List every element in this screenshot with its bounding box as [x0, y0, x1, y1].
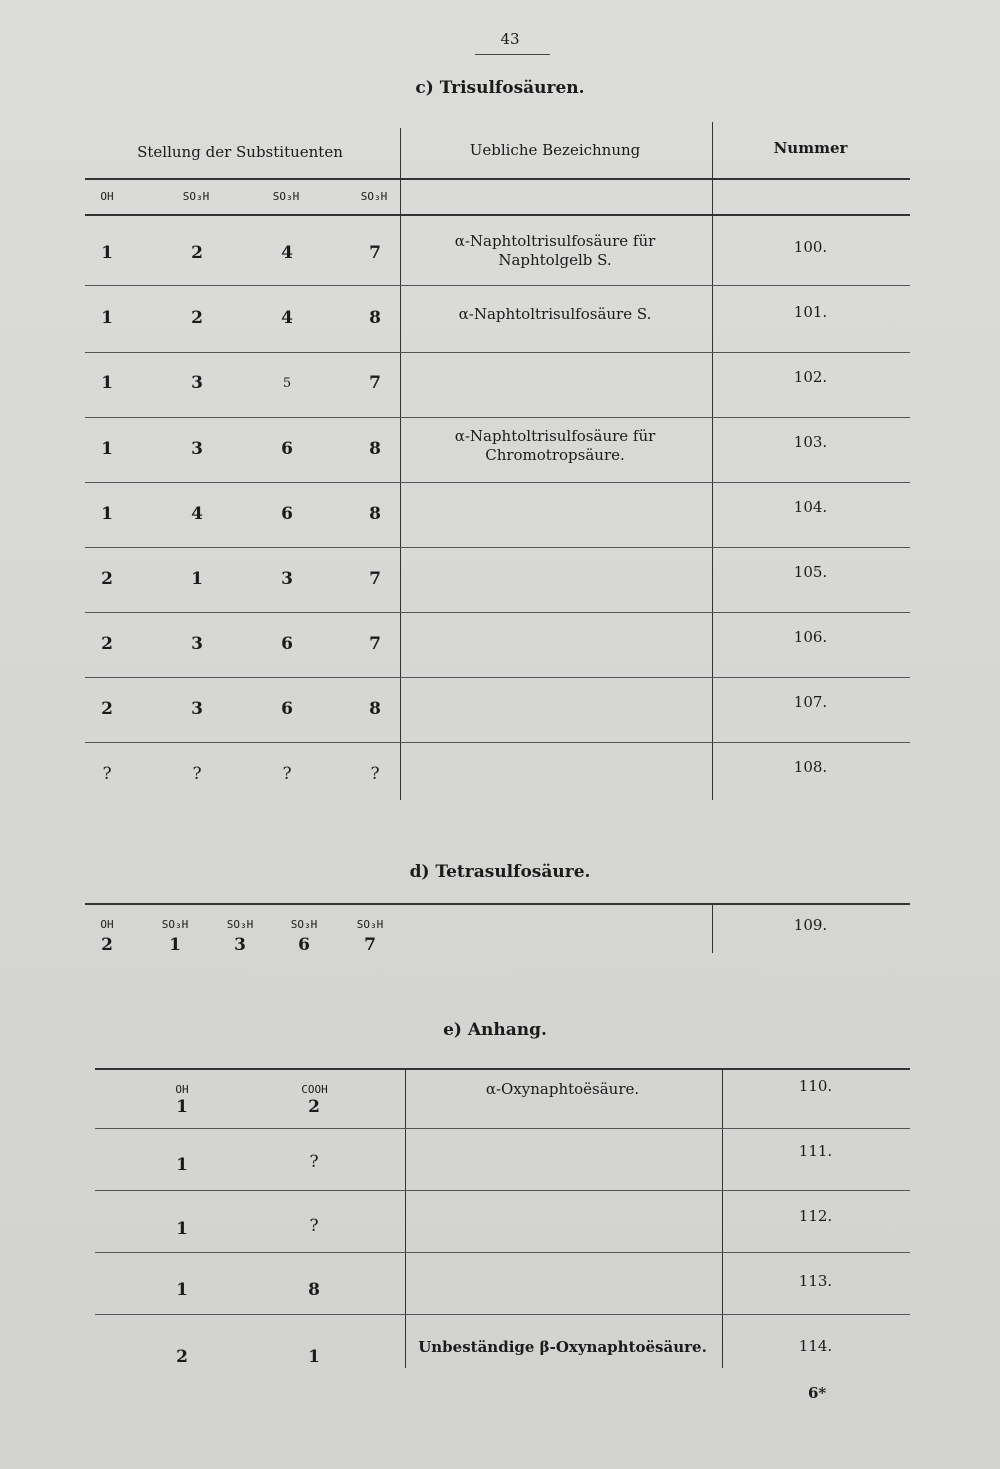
table-cell-pos: 5	[282, 376, 292, 391]
table-cell-pos: 8	[308, 1280, 320, 1300]
section-heading-trisulfo: c) Trisulfosäuren.	[415, 78, 585, 98]
table-cell-nummer: 113.	[798, 1272, 833, 1290]
table-cell-pos: 1	[101, 373, 113, 393]
table-cell-pos: 8	[369, 308, 381, 328]
row-separator	[85, 417, 910, 418]
table-cell-pos: 1	[176, 1155, 188, 1175]
table-cell-pos: ?	[309, 1216, 319, 1236]
row-separator	[85, 285, 910, 286]
table-cell-pos: 4	[281, 243, 293, 263]
section-heading-anhang: e) Anhang.	[443, 1020, 547, 1040]
table-cell-pos: 1	[101, 243, 113, 263]
subheader-cooh: COOH	[301, 1083, 328, 1096]
table-cell-pos: ?	[192, 764, 202, 784]
table-cell-pos: ?	[370, 764, 380, 784]
table-cell-pos: 1	[169, 935, 181, 955]
table-rule	[85, 214, 910, 216]
table-cell-pos: 3	[281, 569, 293, 589]
subheader-so3h: SO₃H	[360, 190, 388, 203]
subheader-oh: OH	[175, 1083, 189, 1096]
table-cell-pos: 1	[101, 439, 113, 459]
table-cell-pos: 6	[281, 699, 293, 719]
table-cell-pos: 8	[369, 439, 381, 459]
table-rule	[85, 178, 910, 180]
column-divider	[722, 1068, 723, 1368]
row-separator	[95, 1314, 910, 1315]
table-cell-nummer: 109.	[793, 916, 828, 934]
subheader-oh: OH	[100, 918, 114, 931]
table-cell-pos: 3	[234, 935, 246, 955]
column-divider	[712, 122, 713, 800]
subheader-so3h: SO₃H	[272, 190, 300, 203]
table-cell-pos: 6	[281, 504, 293, 524]
table-cell-nummer: 104.	[793, 498, 828, 516]
table-cell-name: α-Naphtoltrisulfosäure für Chromotropsäure.	[454, 427, 656, 464]
table-cell-pos: 3	[191, 439, 203, 459]
table-cell-pos: 1	[191, 569, 203, 589]
row-separator	[85, 547, 910, 548]
table-cell-nummer: 110.	[798, 1077, 833, 1095]
table-cell-name: Unbeständige β-Oxynaphtoësäure.	[418, 1338, 707, 1356]
table-cell-nummer: 106.	[793, 628, 828, 646]
table-cell-pos: 2	[101, 935, 113, 955]
column-header-bezeichnung: Uebliche Bezeichnung	[469, 141, 641, 159]
table-cell-nummer: 107.	[793, 693, 828, 711]
table-cell-pos: 1	[308, 1347, 320, 1367]
row-separator	[95, 1252, 910, 1253]
table-cell-pos: 7	[369, 569, 381, 589]
table-cell-pos: 1	[101, 504, 113, 524]
subheader-so3h: SO₃H	[356, 918, 384, 931]
subheader-oh: OH	[100, 190, 114, 203]
table-cell-nummer: 108.	[793, 758, 828, 776]
column-divider	[405, 1068, 406, 1368]
column-header-stellung: Stellung der Substituenten	[137, 143, 343, 161]
table-cell-pos: ?	[102, 764, 112, 784]
table-cell-nummer: 112.	[798, 1207, 833, 1225]
row-separator	[85, 482, 910, 483]
table-cell-pos: 8	[369, 504, 381, 524]
table-cell-pos: 4	[281, 308, 293, 328]
table-cell-nummer: 101.	[793, 303, 828, 321]
page-number-rule	[475, 54, 550, 55]
table-rule	[85, 903, 910, 905]
table-cell-nummer: 111.	[798, 1142, 833, 1160]
column-header-nummer: Nummer	[773, 139, 848, 157]
table-cell-pos: ?	[282, 764, 292, 784]
table-cell-name: α-Oxynaphtoësäure.	[485, 1080, 640, 1098]
table-cell-pos: 2	[101, 699, 113, 719]
subheader-so3h: SO₃H	[161, 918, 189, 931]
table-cell-pos: 2	[101, 569, 113, 589]
table-cell-pos: 2	[308, 1097, 320, 1117]
column-divider	[712, 903, 713, 953]
table-cell-nummer: 102.	[793, 368, 828, 386]
table-cell-pos: 4	[191, 504, 203, 524]
table-cell-pos: 1	[101, 308, 113, 328]
row-separator	[95, 1190, 910, 1191]
table-rule	[95, 1068, 910, 1070]
table-cell-pos: 6	[298, 935, 310, 955]
row-separator	[95, 1128, 910, 1129]
table-cell-pos: 8	[369, 699, 381, 719]
table-cell-pos: 3	[191, 373, 203, 393]
table-cell-pos: 2	[176, 1347, 188, 1367]
table-cell-pos: 2	[191, 308, 203, 328]
signature-mark: 6*	[808, 1384, 827, 1402]
subheader-so3h: SO₃H	[182, 190, 210, 203]
table-cell-nummer: 100.	[793, 238, 828, 256]
table-cell-pos: 3	[191, 699, 203, 719]
table-cell-pos: 6	[281, 634, 293, 654]
row-separator	[85, 612, 910, 613]
table-cell-pos: 1	[176, 1219, 188, 1239]
table-cell-nummer: 114.	[798, 1337, 833, 1355]
subheader-so3h: SO₃H	[290, 918, 318, 931]
table-cell-nummer: 103.	[793, 433, 828, 451]
table-cell-pos: 2	[101, 634, 113, 654]
table-cell-pos: 1	[176, 1280, 188, 1300]
table-cell-pos: 2	[191, 243, 203, 263]
table-cell-pos: 7	[369, 373, 381, 393]
row-separator	[85, 742, 910, 743]
column-divider	[400, 128, 401, 800]
table-cell-nummer: 105.	[793, 563, 828, 581]
page-number: 43	[500, 30, 520, 48]
subheader-so3h: SO₃H	[226, 918, 254, 931]
section-heading-tetrasulfo: d) Tetrasulfosäure.	[409, 862, 591, 882]
table-cell-name: α-Naphtoltrisulfosäure für Naphtolgelb S.	[454, 232, 656, 269]
table-cell-pos: 7	[369, 634, 381, 654]
table-cell-pos: 7	[369, 243, 381, 263]
table-cell-pos: 6	[281, 439, 293, 459]
table-cell-pos: 3	[191, 634, 203, 654]
row-separator	[85, 352, 910, 353]
table-cell-pos: ?	[309, 1152, 319, 1172]
table-cell-pos: 1	[176, 1097, 188, 1117]
table-cell-name: α-Naphtoltrisulfosäure S.	[458, 305, 652, 323]
table-cell-pos: 7	[364, 935, 376, 955]
row-separator	[85, 677, 910, 678]
